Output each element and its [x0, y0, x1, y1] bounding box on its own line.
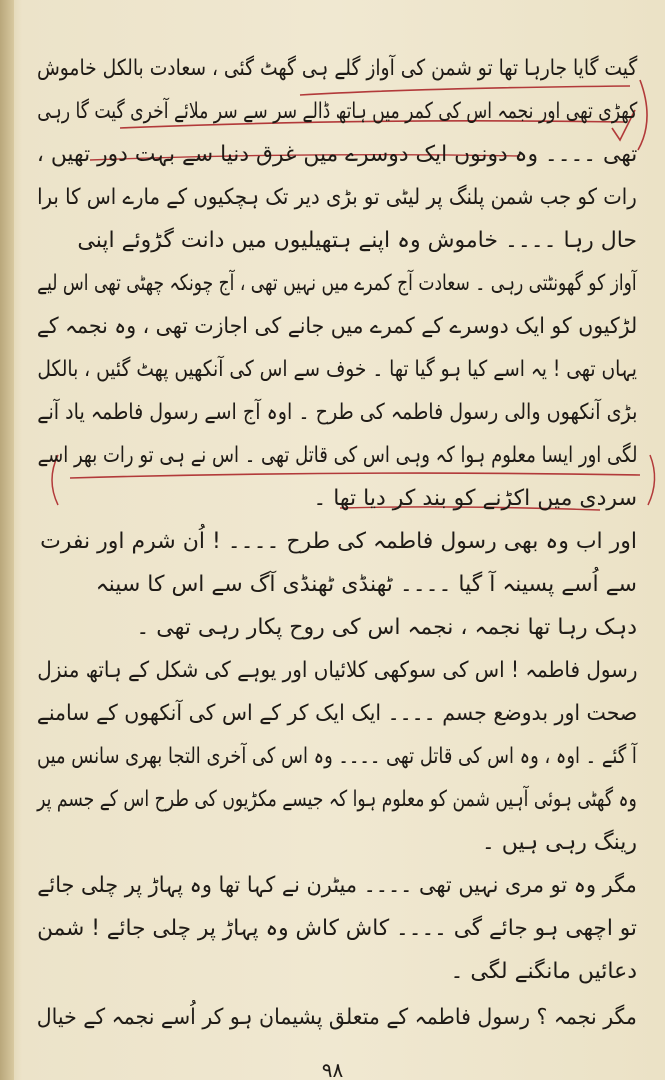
text-line: آ گئے ۔ اوہ ، وہ اس کی قاتل تھی ۔۔۔۔ وہ اس کی آخری التجا بھری سانس میں [37, 744, 637, 769]
text-line: رات کو جب شمن پلنگ پر لیٹی تو بڑی دیر تک ہچکیوں کے مارے اس کا برا [37, 185, 637, 210]
text-line: سے اُسے پسینہ آ گیا ۔۔۔۔ ٹھنڈی ٹھنڈی آگ سے اس کا سینہ [95, 572, 637, 597]
text-line: یہاں تھی ! یہ اسے کیا ہو گیا تھا ۔ خوف سے اس کی آنکھیں پھٹ گئیں ، بالکل [37, 357, 637, 382]
text-line: کھڑی تھی اور نجمہ اس کی کمر میں ہاتھ ڈالے سر سے سر ملائے آخری گیت گا رہی [36, 99, 637, 124]
text-line: سردی میں اکڑنے کو بند کر دیا تھا ۔ [313, 486, 637, 511]
page-number: ۹۸ [321, 1058, 344, 1080]
text-line: بڑی آنکھوں والی رسول فاطمہ کی طرح ۔ اوہ آج اسے رسول فاطمہ یاد آنے [36, 400, 637, 425]
text-line: دہک رہا تھا نجمہ ، نجمہ اس کی روح پکار رہی تھی ۔ [136, 615, 637, 640]
text-line: لگی اور ایسا معلوم ہوا کہ وہی اس کی قاتل تھی ۔ اس نے ہی تو رات بھر اسے [37, 443, 637, 468]
text-line: صحت اور بدوضع جسم ۔۔۔۔ ایک ایک کر کے اس کی آنکھوں کے سامنے [36, 701, 637, 726]
text-line: آواز کو گھونٹتی رہی ۔ سعادت آج کمرے میں نہیں تھی ، آج چونکہ چھٹی تھی اس لیے [37, 271, 637, 296]
text-line: لڑکیوں کو ایک دوسرے کے کمرے میں جانے کی اجازت تھی ، وہ نجمہ کے [36, 314, 637, 339]
text-line: رینگ رہی ہیں ۔ [481, 830, 637, 855]
text-line: دعائیں مانگنے لگی ۔ [450, 959, 637, 984]
text-line: تو اچھی ہو جائے گی ۔۔۔۔ کاش کاش وہ پہاڑ پر چلی جائے ! شمن [37, 916, 637, 941]
text-line: رسول فاطمہ ! اس کی سوکھی کلائیاں اور یوہے کی شکل کے ہاتھ منزل [36, 658, 637, 683]
text-line: تھی ۔۔۔۔ وہ دونوں ایک دوسرے میں غرق دنیا سے بہت دور تھیں ، [36, 142, 637, 167]
text-line: وہ گھٹی ہوئی آہیں شمن کو معلوم ہوا کہ جیسے مکڑیوں کی طرح اس کے جسم پر [37, 787, 637, 812]
text-line: اور اب وہ بھی رسول فاطمہ کی طرح ۔۔۔۔ ! اُن شرم اور نفرت [40, 529, 637, 554]
text-line: مگر نجمہ ؟ رسول فاطمہ کے متعلق پشیمان ہو کر اُسے نجمہ کے خیال [36, 1005, 637, 1030]
text-line: مگر وہ تو مری نہیں تھی ۔۔۔۔ میٹرن نے کہا تھا وہ پہاڑ پر چلی جائے [37, 873, 637, 898]
text-line: گیت گایا جارہا تھا تو شمن کی آواز گلے ہی گھٹ گئی ، سعادت بالکل خاموش [36, 56, 637, 81]
text-line: حال رہا ۔۔۔۔ خاموش وہ اپنے ہتھیلیوں میں دانت گڑوئے اپنی [77, 228, 637, 253]
